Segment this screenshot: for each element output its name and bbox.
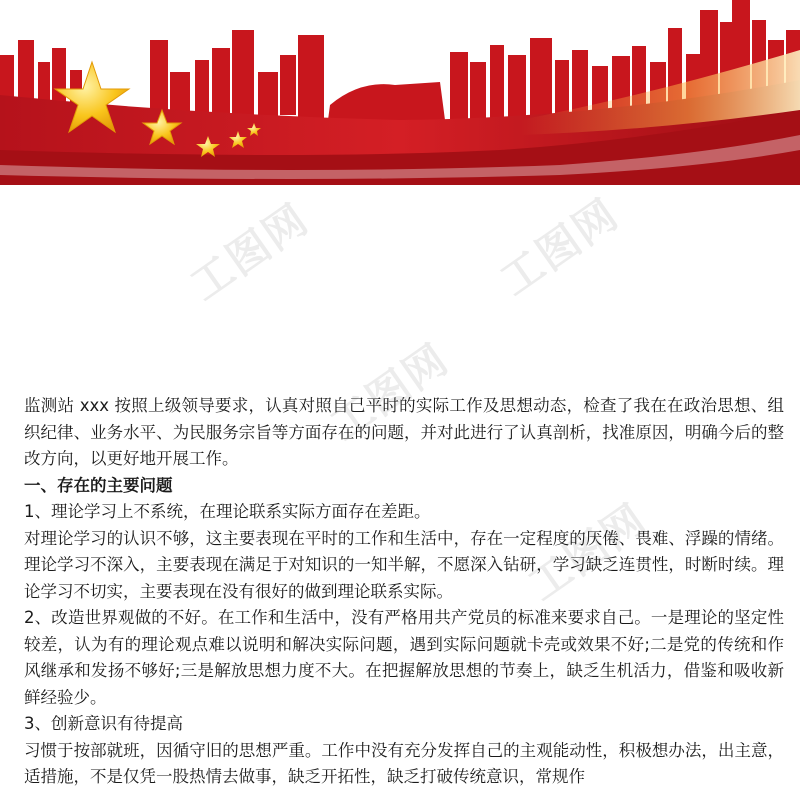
section-heading: 一、存在的主要问题 [24, 475, 173, 495]
watermark: 工图网 [181, 194, 318, 310]
item-heading: 1、理论学习上不系统，在理论联系实际方面存在差距。 [24, 502, 431, 521]
paragraph: 2、改造世界观做的不好。在工作和生活中，没有严格用共产党员的标准来要求自己。一是理论的坚定性较差，认为有的理论观点难以说明和解决实际问题，遇到实际问题就卡壳或效果不好;二是党的传统和作风继承和发扬不够好;三是解放思想力度不大。在把握解放思想的节奏上，缺乏生机活力，借鉴和吸收新鲜经验少。 [24, 608, 784, 707]
document-body [24, 393, 784, 791]
paragraph: 对理论学习的认识不够，这主要表现在平时的工作和生活中，存在一定程度的厌倦、畏难、浮躁的情绪。理论学习不深入，主要表现在满足于对知识的一知半解，不愿深入钻研，学习缺乏连贯性，时断时续。理论学习不切实，主要表现在没有很好的做到理论联系实际。 [24, 528, 784, 601]
watermark: 工图网 [491, 189, 628, 305]
watermark: 工图网 [519, 494, 656, 610]
intro-paragraph: 监测站 xxx 按照上级领导要求，认真对照自己平时的实际工作及思想动态，检查了我在在政治思想、组织纪律、业务水平、为民服务宗旨等方面存在的问题，并对此进行了认真剖析，找准原因，明确今后的整改方向，以更好地开展工作。 [24, 396, 784, 468]
item-heading: 3、创新意识有待提高 [24, 714, 183, 733]
paragraph: 习惯于按部就班，因循守旧的思想严重。工作中没有充分发挥自己的主观能动性，积极想办法，出主意，适措施，不是仅凭一股热情去做事，缺乏开拓性，缺乏打破传统意识，常规作 [24, 740, 784, 786]
watermark: 工图网 [321, 334, 458, 450]
header-banner [0, 0, 800, 185]
